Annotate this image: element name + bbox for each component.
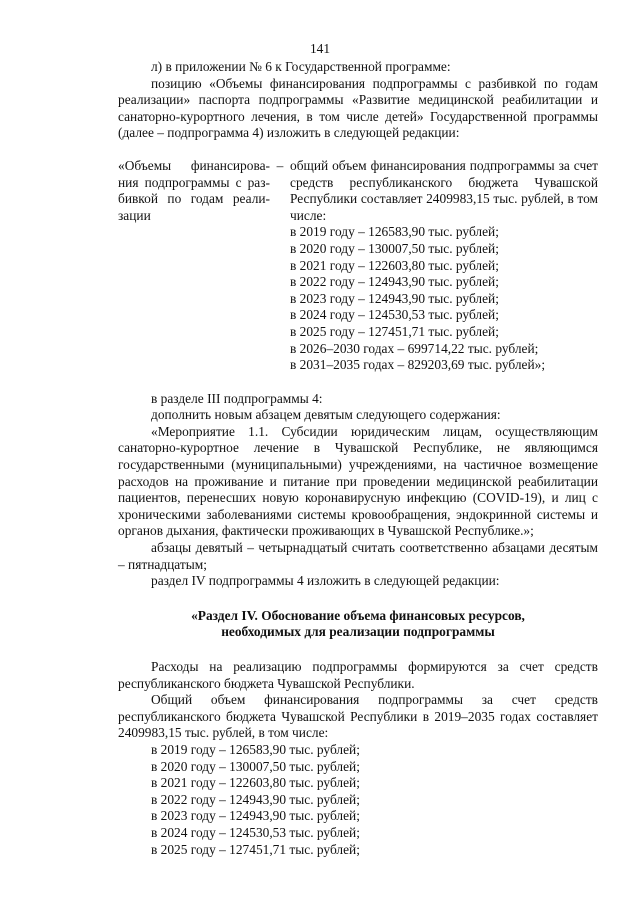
table-year-item: в 2026–2030 годах – 699714,22 тыс. рублей; — [290, 340, 539, 356]
page-number: 141 — [309, 41, 331, 56]
section-heading-line-2: необходимых для реализации подпрограммы — [221, 624, 495, 640]
section4-year-list — [118, 742, 598, 858]
year-list-item: в 2021 году – 122603,80 тыс. рублей; — [151, 775, 360, 791]
table-year-item: в 2020 году – 130007,50 тыс. рублей; — [290, 240, 499, 256]
section-heading-line-1: «Раздел IV. Обоснование объема финансовых ресурсов, — [191, 607, 525, 623]
year-list-item: в 2022 году – 124943,90 тыс. рублей; — [151, 791, 360, 807]
table-year-item: в 2031–2035 годах – 829203,69 тыс. рублей»; — [290, 357, 546, 373]
document-body — [118, 59, 598, 858]
section4-paragraph-2: Общий объем финансирования подпрограммы за счет средств республиканского бюджета Чувашской Республики в 2019–2035 годах составляет 2409983,15 тыс. рублей, в том числе: — [118, 692, 598, 741]
intro-line-2: позицию «Объемы финансирования подпрограммы с разбивкой по годам реализации» паспорта подпрограммы «Развитие медицинской реабилитации и санаторно-курортного лечения, в том числе детей» Государственной программы (далее – подпрограмма 4) изложить в следующей редакции: — [118, 75, 598, 141]
table-year-item: в 2019 году – 126583,90 тыс. рублей; — [290, 224, 499, 240]
section-heading — [118, 608, 598, 641]
intro-line-1: л) в приложении № 6 к Государственной программе: — [151, 59, 451, 74]
year-list-item: в 2025 году – 127451,71 тыс. рублей; — [151, 841, 360, 857]
table-year-item: в 2024 году – 124530,53 тыс. рублей; — [290, 307, 499, 323]
year-list-item: в 2020 году – 130007,50 тыс. рублей; — [151, 758, 360, 774]
table-year-item: в 2022 году – 124943,90 тыс. рублей; — [290, 274, 499, 290]
section3-line-5: раздел IV подпрограммы 4 изложить в следующей редакции: — [151, 573, 500, 589]
table-year-item: в 2021 году – 122603,80 тыс. рублей; — [290, 257, 499, 273]
section3-activity-text: «Мероприятие 1.1. Субсидии юридическим лицам, осуществляющим санаторно-курортное лечение в Чувашской Республике, не являющимся государственными (муниципальными) учреждениями, на частичное возмещение расходов на проживание и питание при проведении медицинской реабилитации пациентов, перенесших новую коронавирусную инфекцию (COVID-19), и лиц с хроническими заболеваниями системы кровообращения, эндокринной системы и органов дыхания, фактически проживающих в Чувашской Республике.»; — [118, 423, 598, 539]
table-year-item: в 2023 году – 124943,90 тыс. рублей; — [290, 290, 499, 306]
table-right-intro: общий объем финансирования подпрограммы за счет средств республиканского бюджета Чувашской Республики составляет 2409983,15 тыс. рублей, в том числе: — [290, 157, 598, 223]
table-year-item: в 2025 году – 127451,71 тыс. рублей; — [290, 323, 499, 339]
section4-paragraph-1: Расходы на реализацию подпрограммы формируются за счет средств республиканского бюджета Чувашской Республики. — [118, 659, 598, 691]
year-list-item: в 2019 году – 126583,90 тыс. рублей; — [151, 741, 360, 757]
table-left-cell: «Объемы финансирова-ния подпрограммы с раз-бивкой по годам реали-зации — [118, 157, 270, 223]
year-list-item: в 2024 году – 124530,53 тыс. рублей; — [151, 824, 360, 840]
year-list-item: в 2023 году – 124943,90 тыс. рублей; — [151, 808, 360, 824]
section3-line-4: абзацы девятый – четырнадцатый считать соответственно абзацами десятым – пятнадцатым; — [118, 540, 598, 572]
section3-line-1: в разделе III подпрограммы 4: — [151, 390, 323, 406]
table-right-cell — [290, 158, 598, 374]
financing-table — [118, 158, 598, 374]
section3-line-2: дополнить новым абзацем девятым следующего содержания: — [151, 407, 501, 423]
table-dash: – — [276, 157, 284, 173]
